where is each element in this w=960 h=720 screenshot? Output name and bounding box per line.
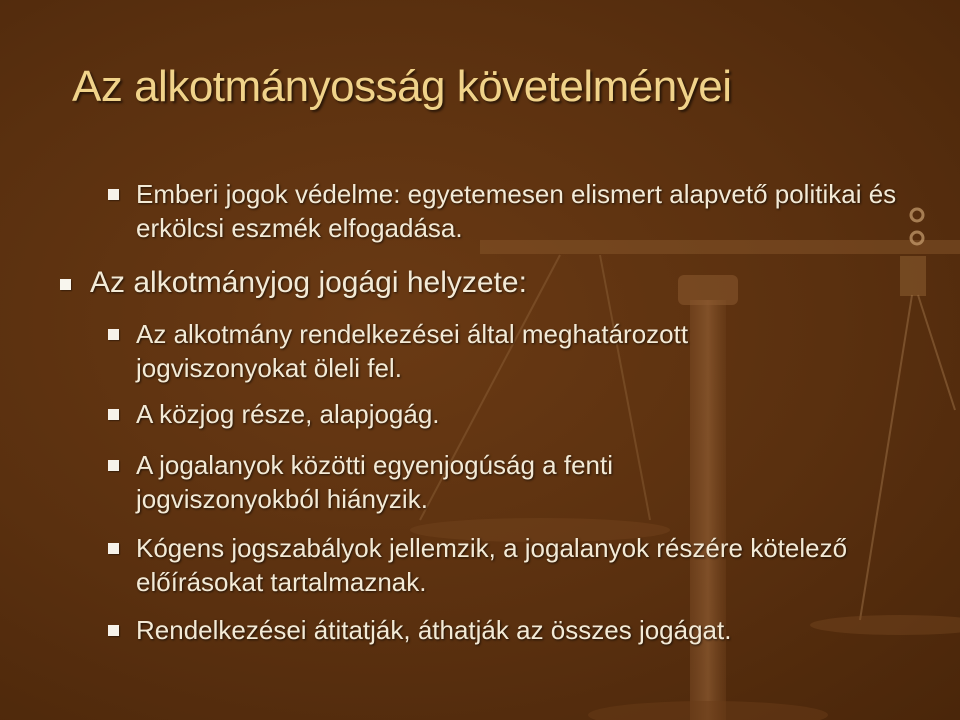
list-item-text: Az alkotmányjog jogági helyzete:: [90, 266, 527, 299]
bullet-icon: [60, 279, 71, 290]
bullet-icon: [108, 625, 119, 636]
list-item: [108, 448, 748, 516]
list-item-text: Az alkotmány rendelkezései által meghatározott jogviszonyokat öleli fel.: [136, 319, 689, 383]
bullet-icon: [108, 543, 119, 554]
list-item-text: Emberi jogok védelme: egyetemesen elismert alapvető politikai és erkölcsi eszmék elfogadása.: [136, 179, 897, 243]
list-item-text: Kógens jogszabályok jellemzik, a jogalanyok részére kötelező előírásokat tartalmaznak.: [136, 533, 848, 597]
page-title: Az alkotmányosság követelményei: [72, 62, 732, 111]
bullet-icon: [108, 460, 119, 471]
list-item: [108, 397, 828, 431]
list-item: [60, 265, 900, 301]
bullet-icon: [108, 189, 119, 200]
bullet-icon: [108, 329, 119, 340]
list-item-text: Rendelkezései átitatják, áthatják az összes jogágat.: [136, 615, 732, 645]
list-item: [108, 613, 908, 647]
bullet-icon: [108, 409, 119, 420]
list-item: [108, 531, 908, 599]
list-item: [108, 317, 828, 385]
list-item-text: A jogalanyok közötti egyenjogúság a fenti jogviszonyokból hiányzik.: [136, 450, 614, 514]
list-item-text: A közjog része, alapjogág.: [136, 399, 440, 429]
list-item: [108, 177, 908, 245]
